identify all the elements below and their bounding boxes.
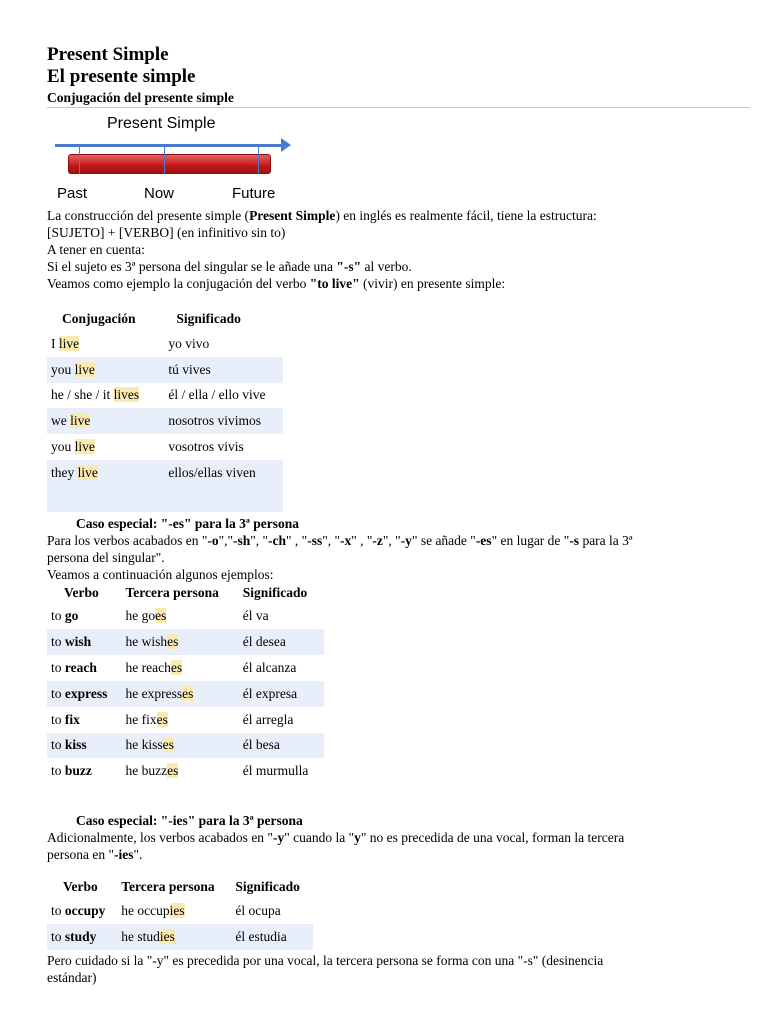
caso-es-line-1: Para los verbos acabados en "-o","-sh", "-ch" , "-ss", "-x" , "-z", "-y" se añade "-es" en lugar de "-s para la 3ª: [47, 532, 633, 548]
ies-table: [47, 876, 313, 950]
table-row: to buzz he buzzes él murmulla: [51, 763, 309, 779]
title-es: El presente simple: [47, 66, 196, 87]
intro-line-2: [SUJETO] + [VERBO] (en infinitivo sin to): [47, 225, 286, 240]
intro-line-4: Si el sujeto es 3ª persona del singular se le añade una "-s" al verbo.: [47, 259, 412, 274]
timeline-title: Present Simple: [107, 115, 216, 132]
timeline-tick-past: [79, 145, 80, 174]
table-row: we live nosotros vivimos: [47, 408, 283, 434]
table-row: to go he goes él va: [51, 608, 269, 624]
table-row: to fix he fixes él arregla: [51, 711, 294, 727]
outro-line-2: estándar): [47, 969, 97, 985]
table-header: Verbo Tercera persona Significado: [64, 585, 308, 601]
table-row: to reach he reaches él alcanza: [51, 660, 297, 676]
table-row: you live tú vives: [47, 357, 283, 383]
table-row: you live vosotros vivis: [51, 439, 244, 455]
title-en: Present Simple: [47, 44, 169, 65]
timeline-arrow-line: [55, 144, 285, 147]
intro-line-3: A tener en cuenta:: [47, 242, 145, 257]
col-significado: Significado: [176, 311, 241, 326]
document-page: [47, 44, 750, 986]
caso-es-line-3: Veamos a continuación algunos ejemplos:: [47, 566, 274, 582]
intro: [47, 207, 750, 292]
timeline-graphic: [47, 111, 297, 203]
es-table: [47, 583, 324, 785]
caso-es-heading: Caso especial: "-es" para la 3ª persona: [76, 515, 300, 531]
table-row: to study he studies él estudia: [47, 924, 313, 950]
timeline-label-future: Future: [232, 185, 276, 202]
intro-line-1: La construcción del presente simple (Present Simple) en inglés es realmente fácil, tiene la estructura:: [47, 208, 597, 223]
table-header: [47, 307, 283, 331]
section-heading: Conjugación del presente simple: [47, 90, 750, 108]
table-row: they live ellos/ellas viven: [47, 460, 283, 486]
table-row: to express he expresses él expresa: [47, 681, 324, 707]
caso-ies-line-1: Adicionalmente, los verbos acabados en "-y" cuando la "y" no es precedida de una vocal, forman la tercera: [47, 830, 625, 846]
caso-ies-line-2: persona en "-ies".: [47, 847, 143, 863]
table-row: I live yo vivo: [51, 335, 210, 351]
outro-line-1: Pero cuidado si la "-y" es precedida por una vocal, la tercera persona se forma con una "-s" (desinencia: [47, 952, 604, 968]
caso-es-line-2: persona del singular".: [47, 549, 165, 565]
timeline-label-now: Now: [144, 185, 175, 202]
timeline-bar: [68, 154, 271, 174]
timeline-tick-future: [258, 145, 259, 174]
col-conjugacion: Conjugación: [62, 311, 136, 326]
table-row: to wish he wishes él desea: [47, 629, 324, 655]
caso-ies-heading: Caso especial: "-ies" para la 3ª persona: [76, 813, 303, 829]
conjugation-table: [47, 307, 283, 512]
table-header: Verbo Tercera persona Significado: [63, 879, 300, 895]
timeline-arrow-head: [281, 138, 291, 152]
table-row: he / she / it lives él / ella / ello vive: [51, 387, 266, 403]
timeline-tick-now: [164, 145, 165, 174]
table-row: to kiss he kisses él besa: [47, 733, 324, 759]
timeline-label-past: Past: [57, 185, 88, 202]
intro-line-5: Veamos como ejemplo la conjugación del verbo "to live" (vivir) en presente simple:: [47, 276, 506, 291]
table-row: to occupy he occupies él ocupa: [51, 903, 281, 919]
table-row-empty: [47, 486, 283, 512]
